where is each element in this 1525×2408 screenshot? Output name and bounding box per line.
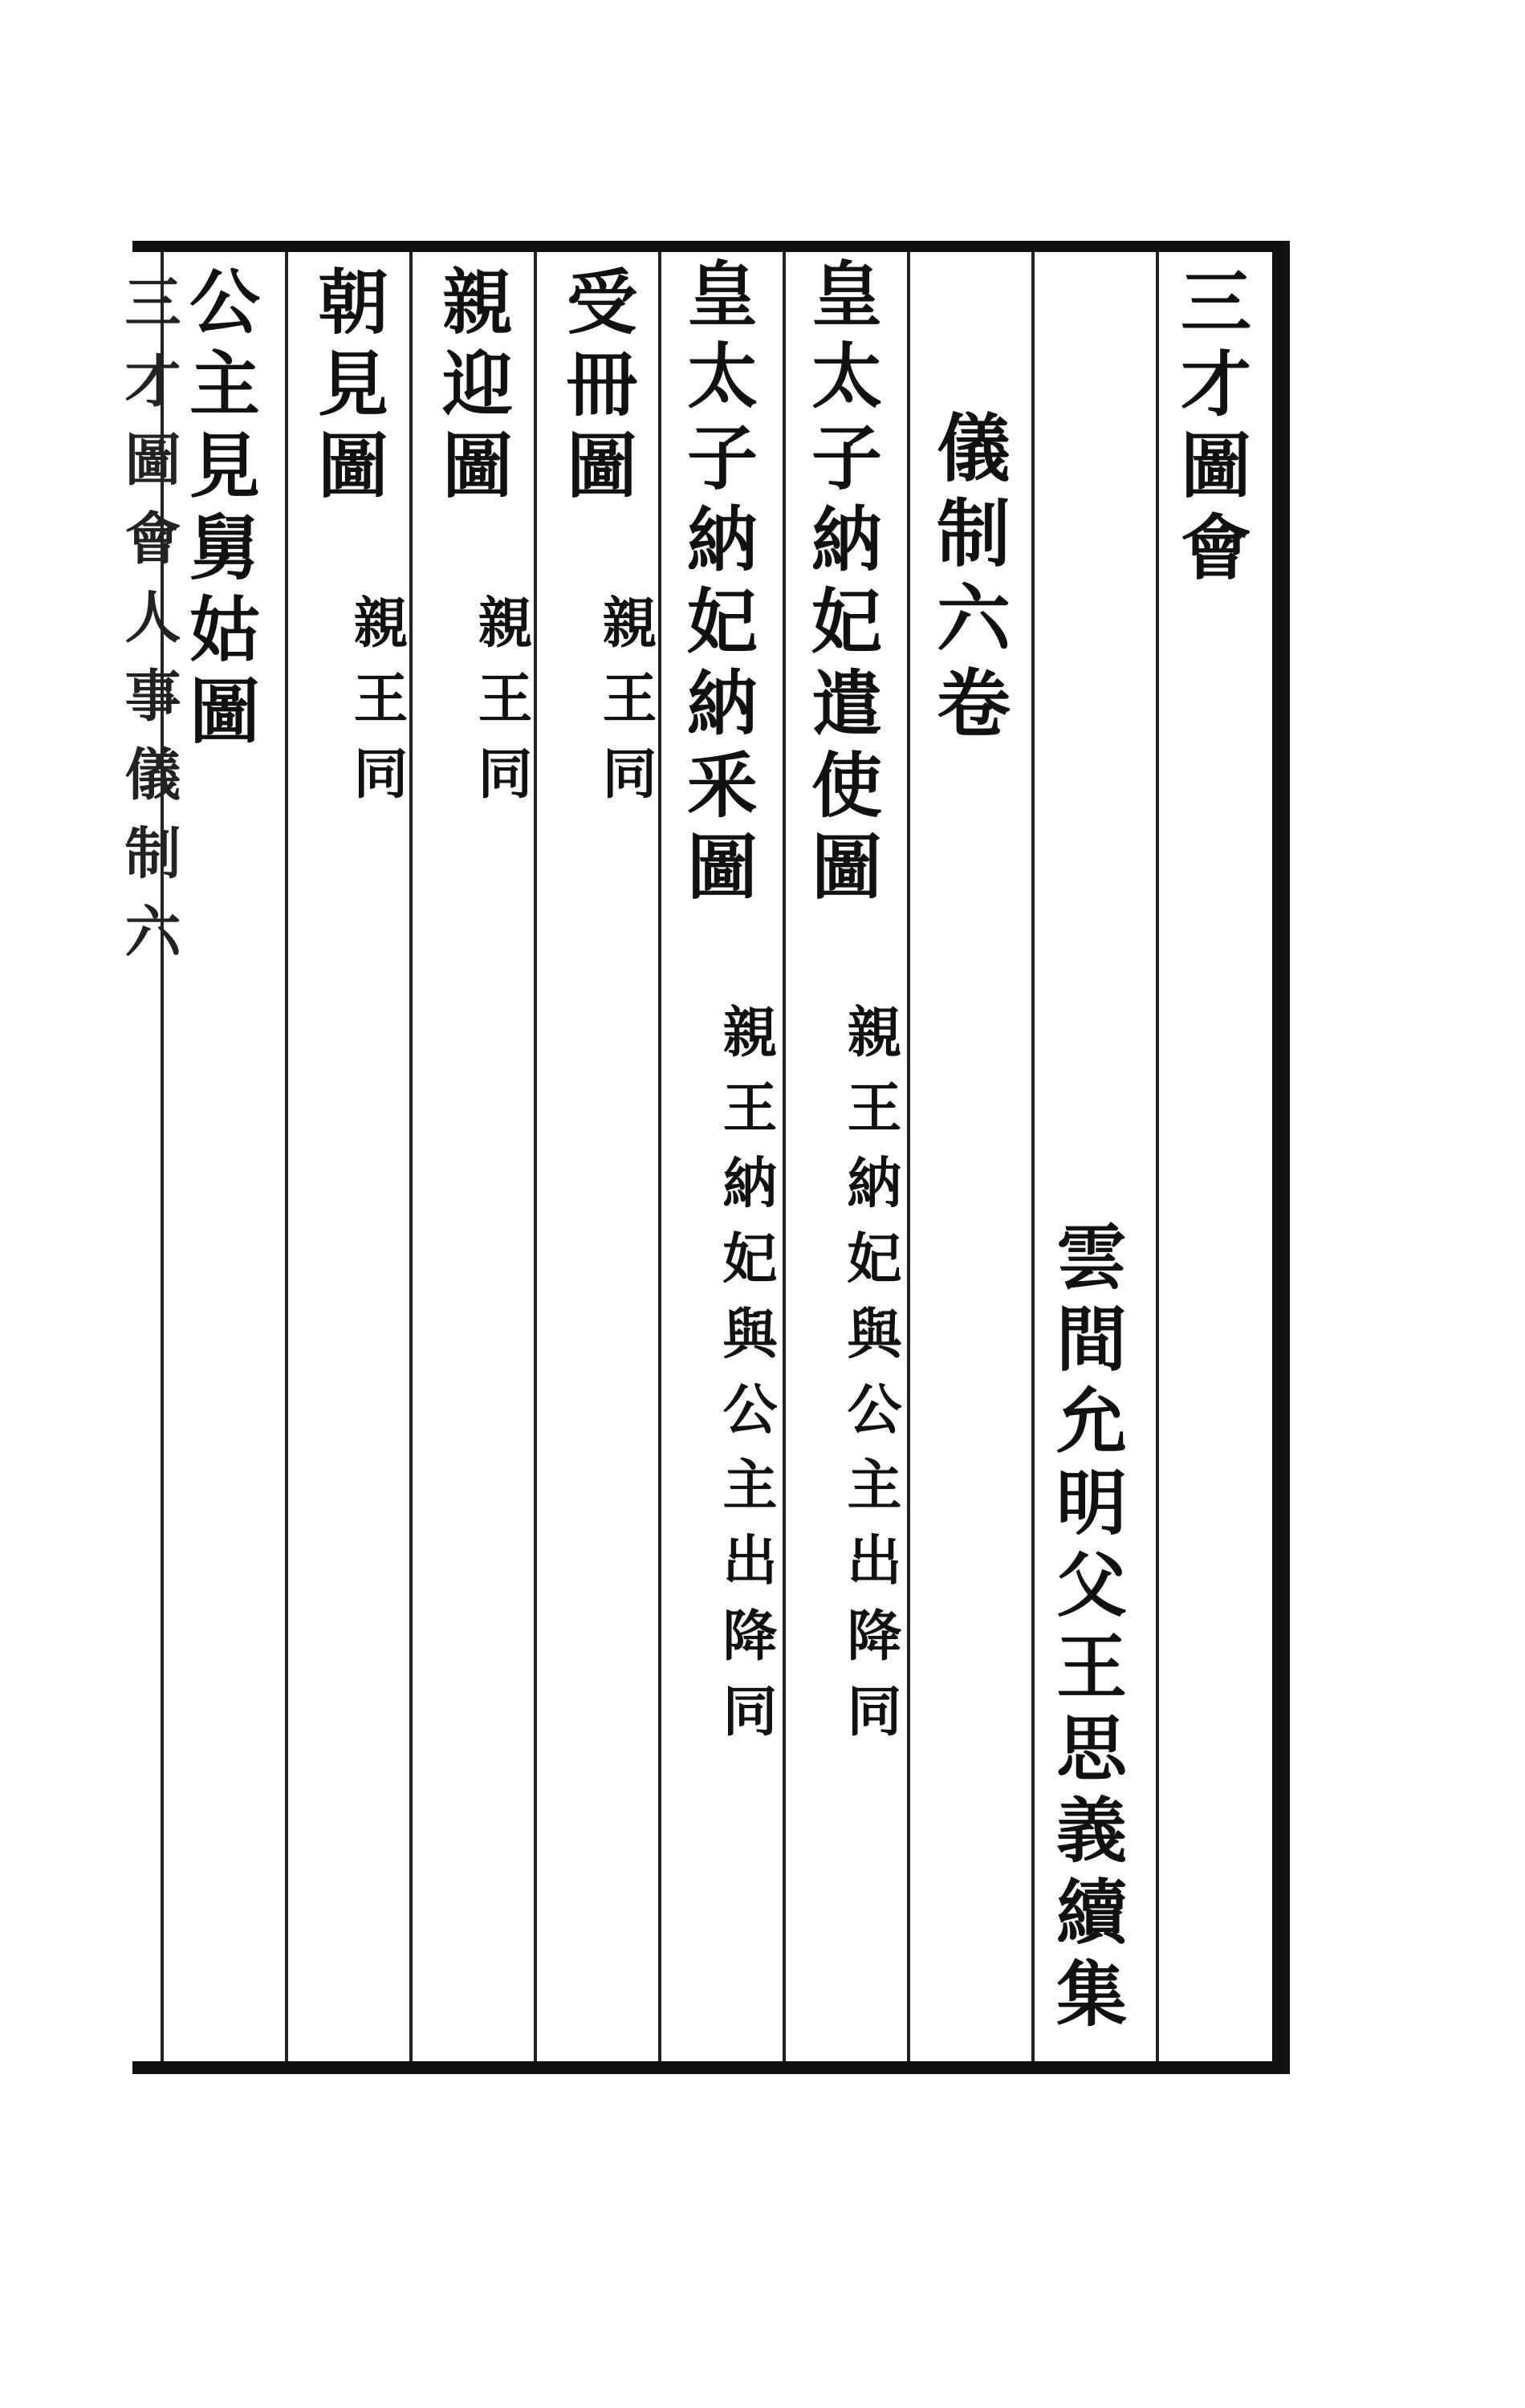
column-divider <box>409 252 413 2061</box>
volume-heading: 儀制六卷 <box>925 409 1011 750</box>
column-divider <box>783 252 786 2061</box>
book-title: 三才圖會 <box>1169 265 1253 592</box>
entry-note: 親王同 <box>469 594 533 820</box>
bottom-border-rule <box>132 2061 1288 2074</box>
right-border-rule <box>1272 241 1290 2074</box>
top-border-rule <box>132 241 1288 252</box>
column-divider <box>907 252 910 2061</box>
entry-title: 受冊圖 <box>555 265 639 510</box>
entry-title: 皇太子納妃遣使圖 <box>800 257 884 912</box>
margin-label: 三才圖會人事儀制六 <box>116 273 182 981</box>
entry-note: 親王同 <box>593 594 657 820</box>
entry-note: 親王納妃與公主出降同 <box>714 1003 778 1758</box>
entry-title: 親迎圖 <box>431 265 514 510</box>
entry-note: 親王同 <box>344 594 409 820</box>
column-divider <box>534 252 537 2061</box>
column-divider <box>658 252 661 2061</box>
column-divider <box>1156 252 1159 2061</box>
entry-title: 皇太子納妃納釆圖 <box>676 257 759 912</box>
entry-note: 親王納妃與公主出降同 <box>838 1003 902 1758</box>
compiler-credit: 雲間允明父王思義續集 <box>1045 1220 1128 2039</box>
entry-title: 朝見圖 <box>307 265 390 510</box>
column-divider <box>285 252 288 2061</box>
entry-title: 公主見舅姑圖 <box>178 265 262 756</box>
column-divider <box>1031 252 1035 2061</box>
